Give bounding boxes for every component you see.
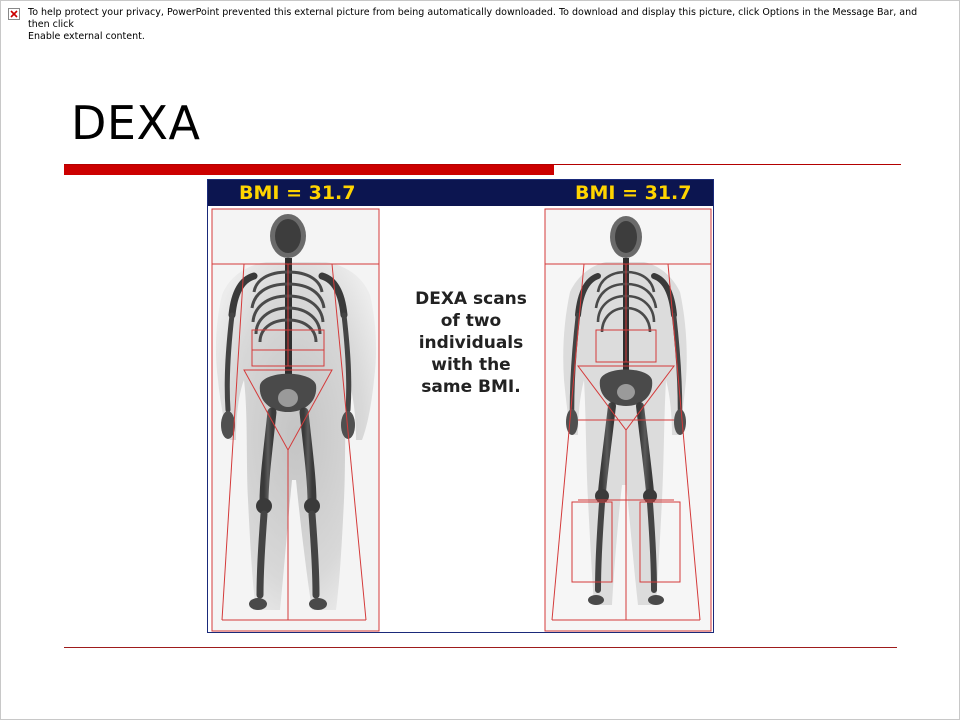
dexa-scan-figure[interactable] [207, 179, 714, 633]
right-bmi-label: BMI = 31.7 [575, 182, 692, 204]
blocked-picture-message-line-1: To help protect your privacy, PowerPoint prevented this external picture from being automatically downloaded. To download and display this picture, click Options in the Message Bar, and then click [28, 7, 918, 30]
broken-image-icon [8, 8, 20, 20]
caption-line: with the [431, 355, 511, 375]
blocked-picture-message [28, 7, 938, 43]
caption-line: of two [440, 311, 502, 331]
caption-line: individuals [418, 333, 524, 353]
left-scan [212, 209, 379, 631]
left-bmi-label: BMI = 31.7 [239, 182, 356, 204]
footer-divider [64, 647, 897, 648]
caption-line: DEXA scans [415, 289, 527, 309]
dexa-scan-image [208, 180, 714, 633]
title-accent-bar [64, 165, 554, 175]
figure-caption [381, 288, 561, 398]
blocked-picture-message-line-2: Enable external content. [28, 31, 145, 42]
blocked-picture-placeholder[interactable] [5, 5, 945, 42]
right-scan [545, 209, 711, 631]
caption-line: same BMI. [421, 377, 521, 397]
slide-title: DEXA [71, 96, 201, 150]
